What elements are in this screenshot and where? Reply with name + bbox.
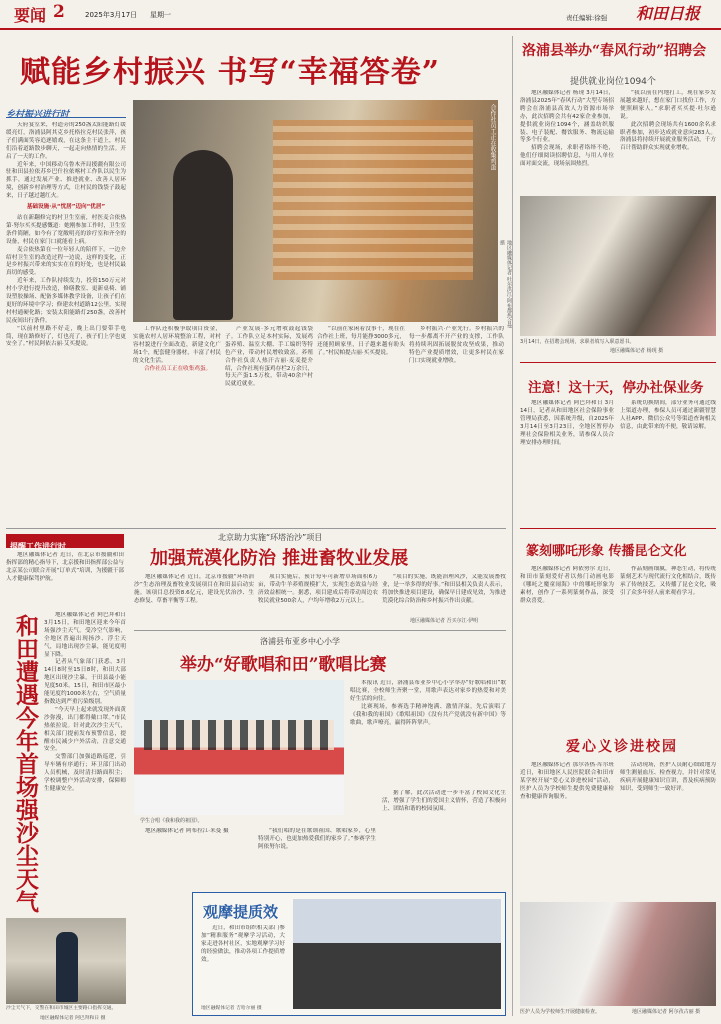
spring-paragraph: “我以前在内地打工，现在家乡发展越来越好，想在家门口找份工作，方便照顾家人。”求职者买买提·吐尔逊说。: [620, 90, 716, 120]
clinic-credit: 地区融媒体记者 阿尔孜古丽 摄: [632, 1009, 701, 1015]
wind-brief: [6, 552, 124, 606]
wind-paragraph: “今天早上起来就发现外面黄沙弥漫，出门都得戴口罩。”市民热依拉说。针对此次沙尘天气，相关部门提前发布预警信息，提醒市民减少户外活动，注意交通安全。: [44, 706, 126, 753]
song-col-right: [350, 680, 506, 784]
spring-photo-caption: 3月14日，在招聘会现场，求职者填写入职意愿书。: [520, 339, 635, 345]
desert-headline: 加强荒漠化防治 推进畜牧业发展: [150, 548, 409, 569]
lead-headline: 赋能乡村振兴 书写“幸福答卷”: [20, 55, 440, 90]
lead-photo: [133, 100, 498, 322]
lead-subhead: 基础设施·从“忧居”迈向“优居”: [26, 204, 106, 211]
egg-tray-graphic: [273, 120, 473, 280]
issue-date: 2025年3月17日: [85, 11, 138, 19]
social-rule: [520, 362, 716, 363]
spring-subhead: 提供就业岗位1094个: [570, 77, 656, 87]
desert-kicker: 北京助力实施“环塔治沙”项目: [218, 533, 323, 542]
clinic-col-right: [620, 762, 716, 898]
film-credit: 地区融媒体记者 吉哈尔丽 摄: [201, 1006, 262, 1011]
desert-paragraph: 项目实施后，预计每年可新增草场面积6万亩，带动牛羊养殖规模扩大，实现生态效益与经济效益相统一。据悉，项目建成后将带动周边农牧民就业500余人，户均年增收2万元以上。: [258, 574, 378, 604]
film-photo: [293, 899, 501, 1009]
spring-paragraph: 此次招聘会现场共有1600余名求职者参加，初步达成就业意向283人。洛浦县将持续开展就业服务活动，千方百计帮助群众实现就业增收。: [620, 121, 716, 152]
lead-paragraph: 合作社员工正在收集鸡蛋。: [144, 365, 212, 372]
desert-paragraph: 地区融媒体记者 近日，北京市援疆“环塔治沙”生态治理及畜牧业发展项目在和田县启动实施。该项目总投资8.6亿元，建设光伏治沙、生态修复、草畜平衡等工程。: [134, 574, 254, 604]
lead-paragraph: 近年来，中国移动乌鲁木齐局援疆有限公司驻和田县拉依苏乡巴什拉依喀村工作队以民生为抓手，通过发展产业、推进就业、改善人居环境，创新乡村治理等方式，让村民的钱袋子鼓起来，日子越过越红火。: [6, 161, 126, 200]
worker-figure: [173, 150, 233, 320]
spring-photo: [520, 196, 716, 336]
page-number: 2: [53, 2, 65, 22]
social-col-right: [620, 400, 716, 520]
social-paragraph: 地区融媒体记者 阿巴拜和日 3月14日，记者从和田地区社会保险事业管理局获悉，因系统升级，自2025年3月14日至3月23日，全地区暂停办理社会保险相关业务，请参保人员合理安排办理时间。: [520, 400, 614, 446]
wind-paragraph: 记者从气象部门获悉，3月14日8时至15日8时，和田大部地区出现沙尘暴，于田县最小能见度50米。15日，和田市区最小能见度约1000米左右，空气质量指数达到严重污染级别。: [44, 659, 126, 705]
wind-kicker: 提醒工作进行时: [10, 541, 66, 551]
seal-col-right: [620, 566, 716, 726]
song-col-a: [134, 828, 252, 890]
lead-kicker: [6, 102, 126, 118]
lead-kicker-label: 乡村振兴进行时: [6, 110, 70, 120]
wind-body: [44, 612, 126, 914]
film-box: [192, 892, 506, 1016]
lead-paragraph: 产业发展·多元增收鼓起钱袋子。工作队立足本村实际，发展鸡蛋养殖、温室大棚、手工编织等特色产业，带动村民增收致富。养殖合作社负责人热汗古丽·麦麦提介绍，合作社现有蛋鸡存栏2万余只，每天产蛋1.5万枚，带动40余户村民就近就业。: [225, 326, 313, 388]
wind-brief-paragraph: 地区融媒体记者 近日，在北京市援疆和田指挥部的精心指导下，北京援和田指挥部公益与北京某公司联合开展“订单式”培训，为援疆干部人才健康保驾护航。: [6, 552, 124, 582]
song-headline: 举办“好歌唱和田”歌唱比赛: [180, 655, 387, 675]
lead-col-1: [133, 326, 221, 522]
lead-paragraph: 工作队还积极争取项目资金，实施农村人居环境整治工程，对村容村貌进行全面改造，新建文化广场1个，配套健身器材，丰富了村民的文化生活。: [133, 326, 221, 364]
song-photo-caption: 学生合唱《我和我的祖国》。: [140, 818, 203, 824]
desert-paragraph: “项目的实施，既能治理风沙，又能发展畜牧业，是一举多得的好事。”和田县相关负责人表示，将加快推进项目建设，确保早日建成见效，为推进荒漠化综合防治和乡村振兴作出贡献。: [382, 574, 506, 604]
lead-left-column: [6, 122, 126, 442]
wind-paragraph: 交警部门加强道路巡逻，引导车辆有序通行；环卫部门出动人员机械，及时清扫路面积尘；学校调整户外活动安排，保障师生健康安全。: [44, 754, 126, 792]
song-col-b: [258, 828, 376, 890]
page-header: [0, 0, 721, 30]
lead-paragraph: “以前村里路不好走，晚上出门要带手电筒，现在路修好了，灯也亮了，孩子们上学也更安全了。”村民阿依古丽·艾买提说。: [6, 325, 126, 348]
wind-photo-credit: 地区融媒体记者 阿巴拜和日 摄: [40, 1016, 106, 1021]
wind-headline: 和田遭遇今年首场强沙尘天气: [12, 614, 39, 913]
seal-paragraph: 作品刻画细腻，神态生动，将传统篆刻艺术与现代流行文化相结合，既传承了传统技艺，又传播了昆仑文化，吸引了众多年轻人前来观看学习。: [620, 566, 716, 596]
social-paragraph: 系统切换期间，部分业务可通过线上渠道办理，参保人员可通过新疆智慧人社APP、微信公众号等渠道查询相关信息，由此带来的不便，敬请谅解。: [620, 400, 716, 430]
issue-weekday: 星期一: [150, 11, 171, 19]
traffic-officer-figure: [56, 932, 78, 1002]
wind-photo: [6, 918, 126, 1004]
column-divider: [512, 36, 513, 1016]
lead-paragraph: 麦合依热第在一位年轻人的陪伴下，一边介绍村卫生室的改造过程一边说，这样的变化，正是乡村振兴带来的实实在在的好处，也是村民最真切的感受。: [6, 246, 126, 277]
spring-paragraph: 招聘会现场，求职者络绎不绝，他们仔细阅读招聘信息，与用人单位面对面交流，现场氛围热烈。: [520, 145, 614, 168]
clinic-headline: 爱心义诊进校园: [566, 739, 678, 755]
section-divider: [6, 528, 506, 529]
section-divider: [134, 630, 506, 631]
lead-paragraph: 近年来，工作队持续发力，投资150万元对村小学进行提升改造，修缮教室、更新桌椅、铺设塑胶操场、配备多媒体教学设备，让孩子们在更好的环境中学习；修建农村道路12公里，实现村村通硬化路；安装太阳能路灯250盏，改善村民夜间出行条件。: [6, 278, 126, 324]
song-col-c: [382, 790, 506, 890]
clinic-col-left: [520, 762, 614, 898]
choir-row-graphic: [144, 720, 334, 750]
lead-photo-side-caption: 合作社员工正在收集鸡蛋: [489, 104, 496, 170]
desert-col-2: [258, 574, 378, 626]
spring-credit: 地区融媒体记者 杨现 摄: [610, 348, 664, 354]
lead-col-2: [225, 326, 313, 522]
seal-col-left: [520, 566, 614, 726]
clinic-photo: [520, 902, 716, 1006]
wind-kicker-box: [6, 534, 124, 551]
song-paragraph: 地区融媒体记者 阿布拉江·米曼 摄: [145, 828, 229, 834]
clinic-photo-caption: 医护人员为学校师生开展健康检查。: [520, 1009, 601, 1015]
lead-paragraph: 乡村振兴·产业先行。乡村振兴的每一步都离不开产业的支撑，工作队将持续巩固拓展脱贫攻坚成果，推动特色产业提质增效，让更多村民在家门口实现就业增收。: [409, 326, 504, 364]
film-caption-text: 近日，和田市组织相关部门参加“精准服务”观摩学习活动，大家走进各村社区，实地观摩学习好的经验做法，推动各项工作提质增效。: [201, 925, 285, 963]
song-paragraph: 比赛现场，参赛选手精神饱满、激情洋溢，先后演唱了《我和我的祖国》《歌唱祖国》《没有共产党就没有新中国》等歌曲，歌声嘹亮，赢得阵阵掌声。: [350, 703, 506, 726]
social-headline: 注意！这十天，停办社保业务: [528, 380, 704, 396]
lead-photo-credit: 地区融媒体记者 吐尔洪江·阿布都热合曼 摄: [499, 240, 512, 329]
desert-col-3: [382, 574, 506, 618]
paper-logo: 和田日报: [636, 4, 701, 23]
song-paragraph: “我们唱的是在歌颂祖国、歌唱家乡，心里特别开心，也更加热爱我们的家乡了。”参赛学生阿依努尔说。: [258, 828, 376, 850]
social-col-left: [520, 400, 614, 520]
clinic-paragraph: 活动现场，医护人员耐心细致地为师生测量血压、检查视力，并针对常见疾病开展健康知识宣讲，普及疾病预防知识，受到师生一致好评。: [620, 762, 716, 792]
film-headline: 观摩提质效: [203, 903, 279, 921]
clinic-paragraph: 地区融媒体记者 那尔各热·库尔班 近日，和田地区人民医院联合和田市某学校开展“爱心义诊进校园”活动，医护人员为学校师生提供免费健康检查和健康咨询服务。: [520, 762, 614, 800]
lead-paragraph: 站在新翻修完的村卫生室前，村医麦合依热第·努尔买买提感慨道：她刚参加工作时，卫生室条件简陋，如今有了宽敞明亮的诊疗室和齐全的设备，村民在家门口就能看上病。: [6, 214, 126, 245]
desert-col-1: [134, 574, 254, 626]
lead-paragraph: 天府宴室来，村道旁的250盏太阳能路灯缓缓亮灯，洛浦县阿其克乡托格拉克村民张萍，孩子们满面笑容追逐嬉戏，在这条主干道上，村民们沿着道路散步聊天，一起走向热情的生活。开启了一天的工作。: [6, 122, 126, 160]
editor-credit: 责任编辑:徐强: [566, 14, 608, 22]
wind-paragraph: 地区融媒体记者 阿巴拜和日 3月15日，和田地区迎来今年首场强沙尘天气。受冷空气影响，全地区普遍出现扬沙、浮尘天气，局地出现沙尘暴，能见度明显下降。: [44, 612, 126, 658]
seal-paragraph: 地区融媒体记者 阿依努尔 近日，和田市篆刻爱好者以热门动画电影《哪吒之魔童闹海》中的哪吒形象为素材，创作了一系列篆刻作品，深受群众喜爱。: [520, 566, 614, 604]
lead-paragraph: “以前在家闲着没事干，现在在合作社上班，每月能挣3000多元，还能照顾家里，日子越来越有盼头了。”村民帕提古丽·买买提说。: [317, 326, 405, 356]
lead-col-3: [317, 326, 405, 522]
section-title: 要闻: [14, 6, 47, 25]
spring-paragraph: 地区融媒体记者 杨现 3月14日，洛浦县2025年“春风行动”大型专场招聘会在洛浦县高效人力资源市场举办，此次招聘会共有42家企业参加，提供就业岗位1094个，涵盖纺织服装、电子装配、餐饮服务、物流运输等多个行业。: [520, 90, 614, 144]
film-caption: [201, 925, 285, 1005]
spring-headline: 洛浦县举办“春风行动”招聘会: [522, 43, 707, 59]
seal-rule: [520, 528, 716, 529]
lead-col-4: [409, 326, 504, 522]
song-photo: [134, 680, 344, 815]
song-paragraph: 据了解，此次活动进一步丰富了校园文化生活，增强了学生们的爱国主义情怀，营造了积极向上、团结和谐的校园氛围。: [382, 790, 506, 812]
desert-credit: 地区融媒体记者 吾买尔江·伊明: [410, 618, 479, 624]
wind-photo-caption: 沙尘天气下，交警在和田市城区主要路口指挥交通。: [6, 1006, 117, 1011]
song-paragraph: 本报讯 近日，洛浦县布亚乡中心小学举办“好歌唱和田”歌唱比赛，全校师生齐聚一堂，用歌声表达对家乡的热爱和对美好生活的向往。: [350, 680, 506, 702]
seal-headline: 篆刻哪吒形象 传播昆仑文化: [526, 544, 687, 559]
song-kicker: 洛浦县布亚乡中心小学: [260, 637, 340, 646]
